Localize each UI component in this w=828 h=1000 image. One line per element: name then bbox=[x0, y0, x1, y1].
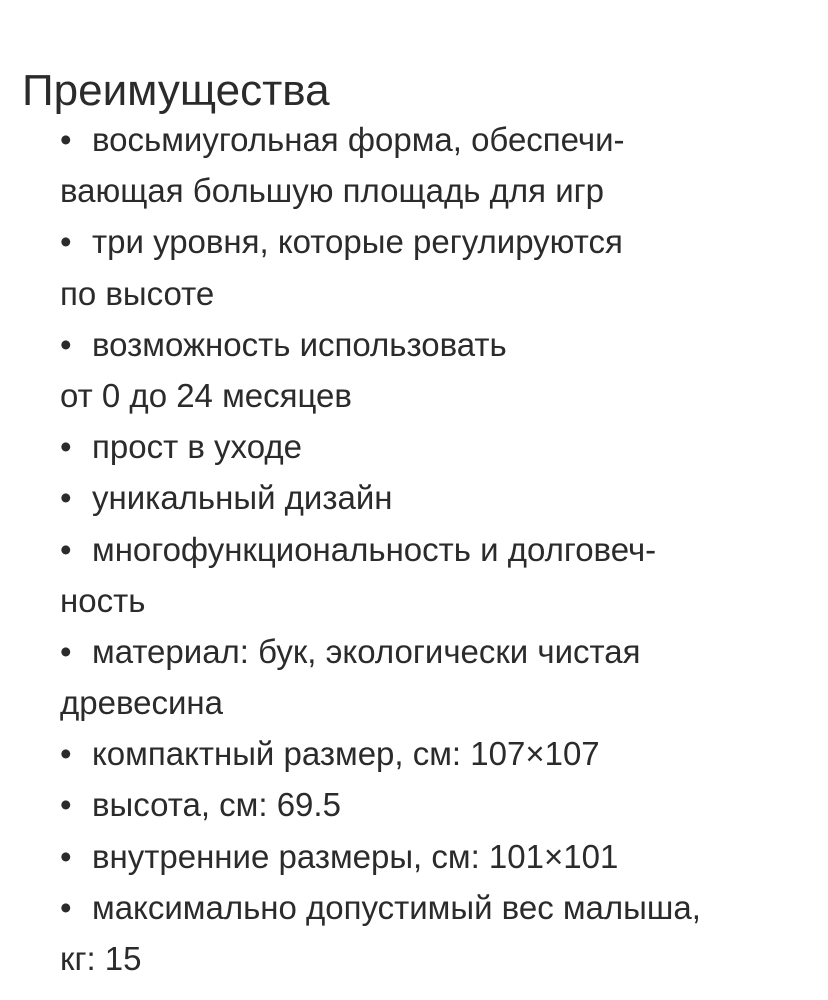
list-item-text: максимально допустимый вес малыша, bbox=[92, 888, 701, 926]
list-item-continuation-line bbox=[60, 575, 820, 626]
list-item-text: древесина bbox=[60, 684, 223, 722]
list-item-first-line bbox=[60, 472, 820, 523]
list-item-text: вающая большую площадь для игр bbox=[60, 172, 605, 210]
list-item bbox=[60, 779, 820, 830]
bullet-icon: • bbox=[60, 325, 72, 363]
bullet-icon: • bbox=[60, 888, 72, 926]
list-item bbox=[60, 421, 820, 472]
list-item-continuation-line bbox=[60, 677, 820, 728]
list-item-continuation-line bbox=[60, 933, 820, 984]
bullet-icon: • bbox=[60, 632, 72, 670]
bullet-icon: • bbox=[60, 786, 72, 824]
list-item-first-line bbox=[60, 319, 820, 370]
list-item-first-line bbox=[60, 779, 820, 830]
list-item-first-line bbox=[60, 882, 820, 933]
list-item bbox=[60, 882, 820, 984]
list-item-text: кг: 15 bbox=[60, 940, 142, 977]
list-item-first-line bbox=[60, 728, 820, 779]
list-item-continuation-line bbox=[60, 165, 820, 216]
list-item-text: компактный размер, см: 107×107 bbox=[92, 735, 600, 773]
list-item bbox=[60, 114, 820, 216]
list-item-text: уникальный дизайн bbox=[92, 479, 393, 517]
list-item bbox=[60, 728, 820, 779]
list-item-continuation-line bbox=[60, 370, 820, 421]
list-item bbox=[60, 472, 820, 523]
list-item-text: возможность использовать bbox=[92, 325, 507, 363]
list-item bbox=[60, 524, 820, 626]
list-item-first-line bbox=[60, 216, 820, 267]
list-item-first-line bbox=[60, 524, 820, 575]
bullet-icon: • bbox=[60, 735, 72, 773]
list-item-continuation-line bbox=[60, 268, 820, 319]
list-item-first-line bbox=[60, 831, 820, 882]
list-item-text: высота, см: 69.5 bbox=[92, 786, 341, 824]
list-item-text: материал: бук, экологически чистая bbox=[92, 632, 641, 670]
bullet-icon: • bbox=[60, 837, 72, 875]
list-item-text: от 0 до 24 месяцев bbox=[60, 376, 352, 414]
bullet-icon: • bbox=[60, 428, 72, 466]
list-item-text: восьмиугольная форма, обеспечи- bbox=[92, 121, 625, 158]
list-item-text: по высоте bbox=[60, 274, 215, 312]
bullet-icon: • bbox=[60, 479, 72, 517]
list-item-first-line bbox=[60, 626, 820, 677]
list-item-text: прост в уходе bbox=[92, 428, 302, 466]
bullet-icon: • bbox=[60, 530, 72, 568]
list-item-text: три уровня, которые регулируются bbox=[92, 223, 623, 261]
list-item-text: многофункциональность и долговеч- bbox=[92, 530, 657, 568]
list-item bbox=[60, 831, 820, 882]
bullet-icon: • bbox=[60, 223, 72, 261]
list-item-text: ность bbox=[60, 581, 146, 619]
advantages-list bbox=[60, 114, 820, 984]
bullet-icon: • bbox=[60, 121, 72, 158]
list-item-first-line bbox=[60, 421, 820, 472]
list-item-first-line bbox=[60, 114, 820, 165]
list-item-text: внутренние размеры, см: 101×101 bbox=[92, 837, 619, 875]
page-title: Преимущества bbox=[22, 66, 330, 116]
list-item bbox=[60, 216, 820, 318]
list-item bbox=[60, 319, 820, 421]
list-item bbox=[60, 626, 820, 728]
